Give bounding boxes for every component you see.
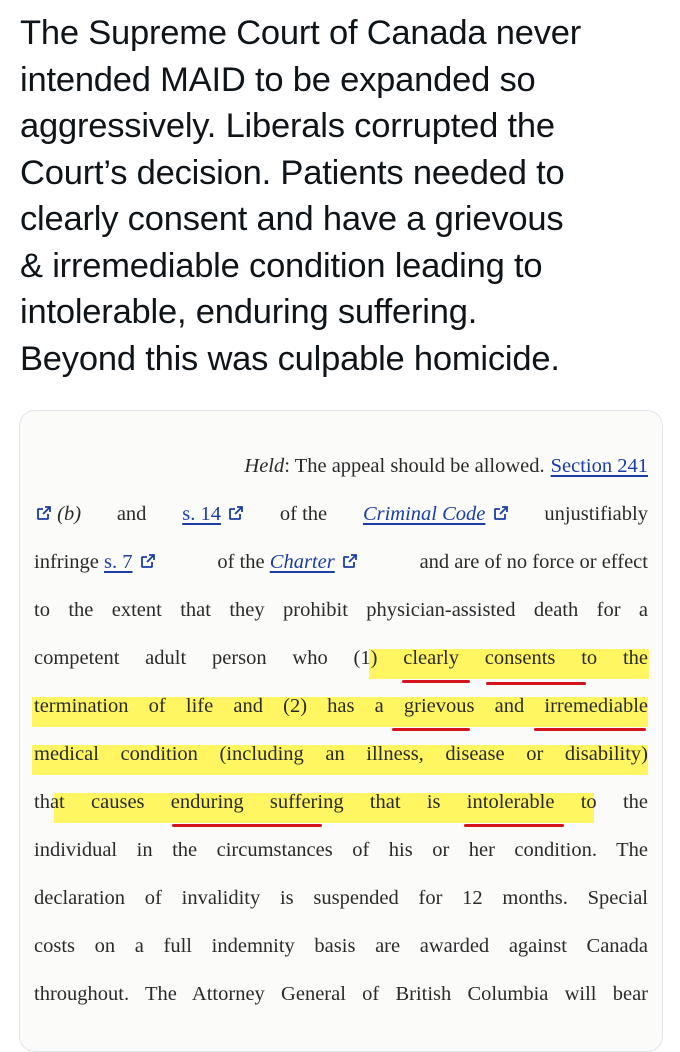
post-line: aggressively. Liberals corrupted the [20,107,555,145]
external-link-icon[interactable] [493,505,509,521]
red-underline [402,680,470,683]
section-241-link[interactable]: Section 241 [550,455,648,477]
external-link-icon[interactable] [36,505,52,521]
infringe-group [34,551,156,574]
criminal-code-link[interactable]: Criminal Code [362,503,486,525]
post-line: intolerable, enduring suffering. [20,293,478,331]
doc-line-8 [34,791,648,821]
external-link-icon[interactable] [140,553,156,569]
doc-text: competent adult person who (1) clearly consents to the [34,647,648,669]
held-text [244,455,544,478]
doc-line-7 [34,743,648,773]
of-the-text: of the [217,551,265,573]
external-link-icon[interactable] [228,505,244,521]
held-label: Held [244,455,285,477]
post-line: Beyond this was culpable homicide. [20,339,560,378]
red-underline [486,682,586,685]
post-line: The Supreme Court of Canada never [20,14,582,52]
charter-group [217,551,357,574]
doc-line-10 [34,887,648,917]
and-text: and [116,503,147,525]
doc-line-3 [34,551,648,581]
doc-line-5 [34,647,648,677]
doc-text: individual in the circumstances of his or her condition. The [34,839,648,861]
external-link-icon[interactable] [342,553,358,569]
judgment-excerpt-image [20,411,662,1051]
charter-link[interactable]: Charter [269,551,335,573]
b-paren-group [34,503,81,526]
s14-link[interactable]: s. 14 [182,503,221,525]
no-force-text: and are of no force or effect [419,551,648,573]
red-underline [534,728,646,731]
doc-text: to the extent that they prohibit physician-assisted death for a [34,599,648,621]
s7-link[interactable]: s. 7 [104,551,133,573]
of-the-text: of the [279,503,328,525]
held-rest: : The appeal should be allowed. [284,455,545,477]
criminal-code-group [363,503,509,526]
doc-text: declaration of invalidity is suspended for 12 months. Special [34,887,648,909]
doc-text: costs on a full indemnity basis are awarded against Canada [34,935,648,957]
post-line: Court’s decision. Patients needed to [20,153,565,192]
b-paren: (b) [57,503,82,525]
doc-text: medical condition (including an illness, disease or disability) [34,743,648,765]
post-line: intended MAID to be expanded so [20,60,536,99]
doc-text: that causes enduring suffering that is intolerable to the [34,791,648,813]
doc-text: throughout. The Attorney General of British Columbia will bear [34,983,648,1005]
doc-line-4 [34,599,648,629]
post-text [20,10,660,382]
doc-line-9 [34,839,648,869]
doc-line-2 [34,503,648,533]
doc-line-1 [34,455,648,485]
doc-line-12 [34,983,648,1013]
unjustifiably-text: unjustifiably [544,503,648,525]
red-underline [392,728,470,731]
red-underline [464,824,564,827]
doc-line-11 [34,935,648,965]
s14-group [182,503,244,526]
post-line: & irremediable condition leading to [20,246,543,285]
infringe-text: infringe [34,551,99,573]
doc-line-6 [34,695,648,725]
post-line: clearly consent and have a grievous [20,200,564,238]
attached-image-card[interactable] [19,410,663,1052]
red-underline [172,824,322,827]
doc-text: termination of life and (2) has a grievous and irremediable [34,695,648,717]
